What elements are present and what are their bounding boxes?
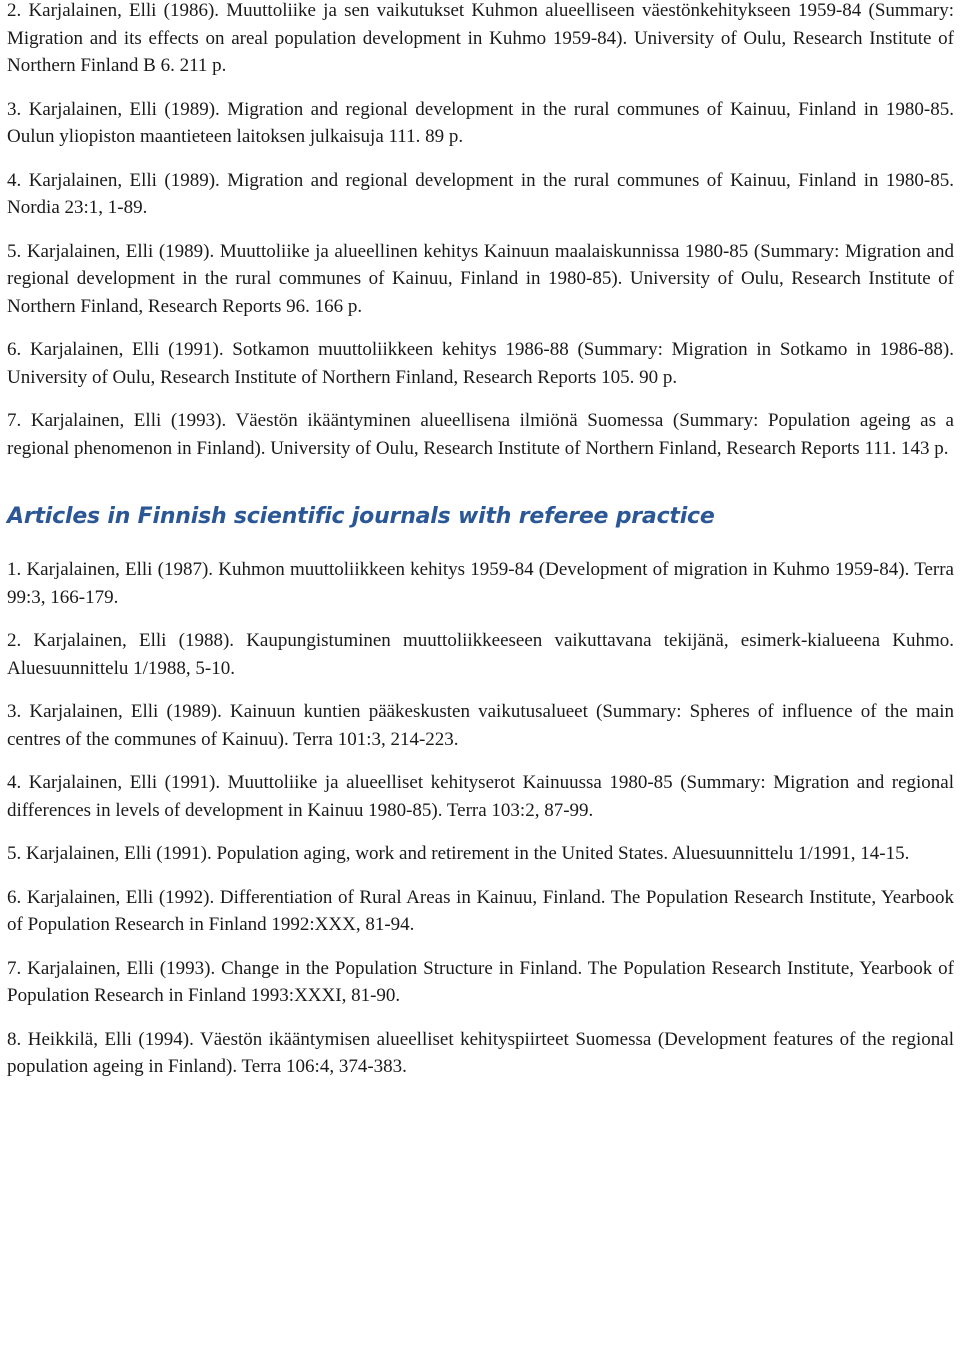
article-entry: 8. Heikkilä, Elli (1994). Väestön ikääntymisen alueelliset kehityspiirteet Suomessa (Development features of the regional population ageing in Finland). Terra 106:4, 374-383. — [7, 1028, 954, 1077]
reference-entry: 3. Karjalainen, Elli (1989). Migration and regional development in the rural communes of Kainuu, Finland in 1980-85. Oulun yliopiston maantieteen laitoksen julkaisuja 111. 89 p. — [7, 98, 954, 147]
reference-entry: 7. Karjalainen, Elli (1993). Väestön ikääntyminen alueellisena ilmiönä Suomessa (Summary: Population ageing as a regional phenomenon in Finland). University of Oulu, Research Institute of Northern Finland, Research Reports 111. 143 p. — [7, 410, 954, 459]
article-entry: 4. Karjalainen, Elli (1991). Muuttoliike ja alueelliset kehityserot Kainuussa 1980-85 (Summary: Migration and regional differences in levels of development in Kainuu 1980-85). Terra 103:2, 87-99. — [7, 772, 954, 821]
reference-entry: 5. Karjalainen, Elli (1989). Muuttoliike ja alueellinen kehitys Kainuun maalaiskunnissa 1980-85 (Summary: Migration and regional development in the rural communes of Kainuu, Finland in 1980-85). University of Oulu, Research Institute of Northern Finland, Research Reports 96. 166 p. — [7, 240, 954, 317]
reference-entry: 2. Karjalainen, Elli (1986). Muuttoliike ja sen vaikutukset Kuhmon alueelliseen väestönkehitykseen 1959-84 (Summary: Migration and its effects on areal population development in Kuhmo 1959-84). University of Oulu, Research Institute of Northern Finland B 6. 211 p. — [7, 0, 954, 76]
articles-list — [7, 556, 954, 1081]
article-entry: 3. Karjalainen, Elli (1989). Kainuun kuntien pääkeskusten vaikutusalueet (Summary: Spheres of influence of the main centres of the communes of Kainuu). Terra 101:3, 214-223. — [7, 701, 954, 750]
reference-entry: 6. Karjalainen, Elli (1991). Sotkamon muuttoliikkeen kehitys 1986-88 (Summary: Migration in Sotkamo in 1986-88). University of Oulu, Research Institute of Northern Finland, Research Reports 105. 90 p. — [7, 339, 954, 388]
article-entry: 1. Karjalainen, Elli (1987). Kuhmon muuttoliikkeen kehitys 1959-84 (Development of migration in Kuhmo 1959-84). Terra 99:3, 166-179. — [7, 559, 954, 608]
article-entry: 7. Karjalainen, Elli (1993). Change in the Population Structure in Finland. The Population Research Institute, Yearbook of Population Research in Finland 1993:XXXI, 81-90. — [7, 957, 954, 1006]
article-entry: 2. Karjalainen, Elli (1988). Kaupungistuminen muuttoliikkeeseen vaikuttavana tekijänä, esimerk-kialueena Kuhmo. Aluesuunnittelu 1/1988, 5-10. — [7, 630, 954, 679]
article-entry: 6. Karjalainen, Elli (1992). Differentiation of Rural Areas in Kainuu, Finland. The Population Research Institute, Yearbook of Population Research in Finland 1992:XXX, 81-94. — [7, 886, 954, 935]
reference-entry: 4. Karjalainen, Elli (1989). Migration and regional development in the rural communes of Kainuu, Finland in 1980-85. Nordia 23:1, 1-89. — [7, 169, 954, 218]
theses-list — [7, 0, 954, 462]
article-entry: 5. Karjalainen, Elli (1991). Population aging, work and retirement in the United States. Aluesuunnittelu 1/1991, 14-15. — [7, 843, 910, 864]
section-heading: Articles in Finnish scientific journals with referee practice — [7, 504, 715, 529]
